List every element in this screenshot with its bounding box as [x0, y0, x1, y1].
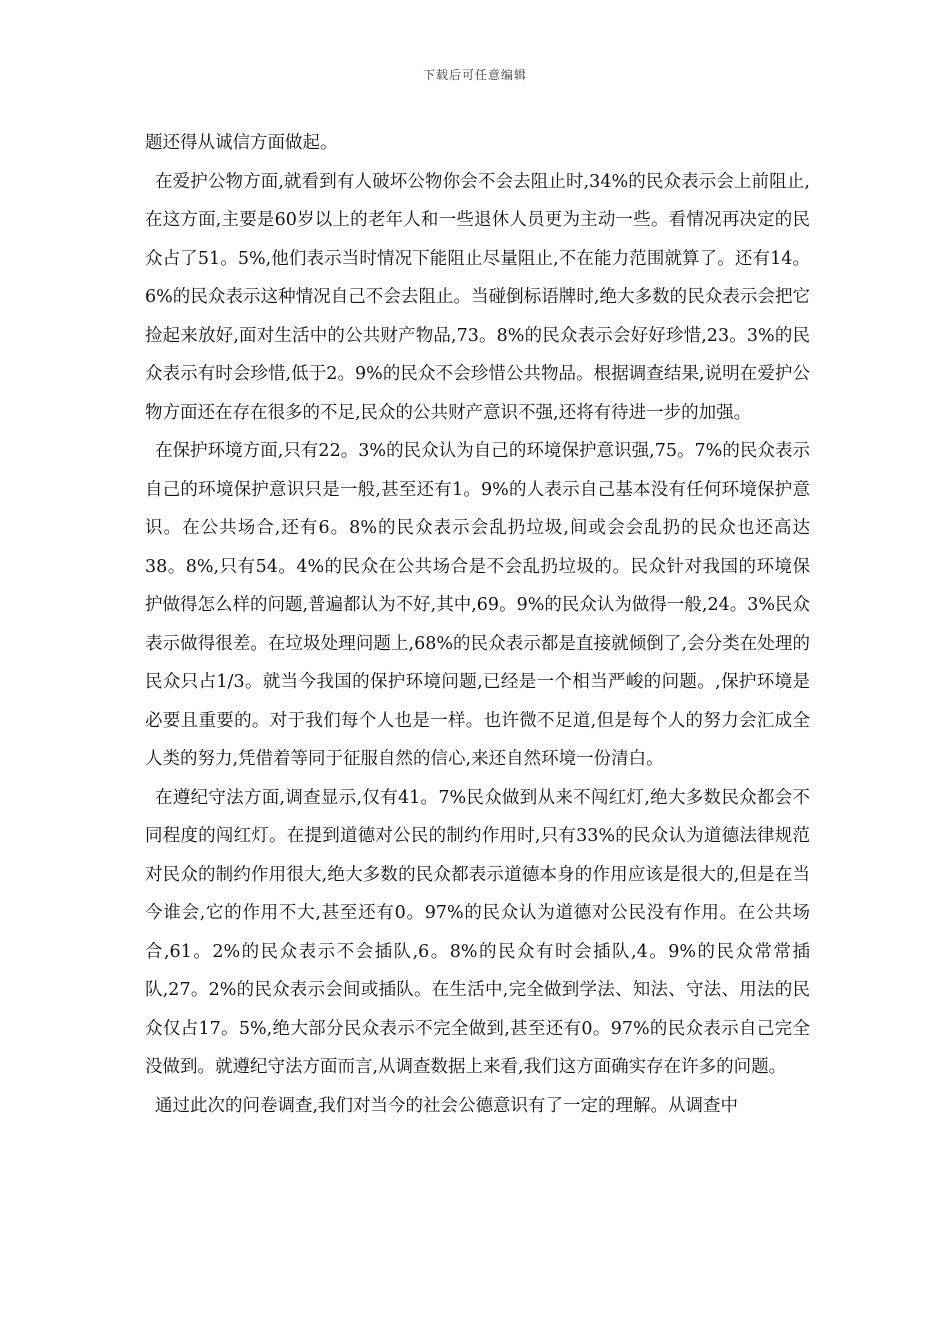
- paragraph-conclusion: 通过此次的问卷调查,我们对当今的社会公德意识有了一定的理解。从调查中: [155, 1095, 739, 1116]
- paragraph-continuation: 题还得从诚信方面做起。: [145, 133, 338, 153]
- paragraph-public-property: 在爱护公物方面,就看到有人破坏公物你会不会去阻止时,34%的民众表示会上前阻止,在这方面,主要是60岁以上的老年人和一些退休人员更为主动一些。看情况再决定的民众占了51。5%,他们表示当时情况下能阻止尽量阻止,不在能力范围就算了。还有14。6%的民众表示这种情况自己不会去阻止。当碰倒标语牌时,绝大多数的民众表示会把它捡起来放好,面对生活中的公共财产物品,73。8%的民众表示会好好珍惜,23。3%的民众表示有时会珍惜,低于2。9%的民众不会珍惜公共物品。根据调查结果,说明在爱护公物方面还在存在很多的不足,民众的公共财产意识不强,还将有待进一步的加强。: [145, 171, 810, 423]
- paragraph-law: 在遵纪守法方面,调查显示,仅有41。7%民众做到从来不闯红灯,绝大多数民众都会不同程度的闯红灯。在提到道德对公民的制约作用时,只有33%的民众认为道德法律规范对民众的制约作用很大,绝大多数的民众都表示道德本身的作用应该是很大的,但是在当今谁会,它的作用不大,甚至还有0。97%的民众认为道德对公民没有作用。在公共场合,61。2%的民众表示不会插队,6。8%的民众有时会插队,4。9%的民众常常插队,27。2%的民众表示会间或插队。在生活中,完全做到学法、知法、守法、用法的民众仅占17。5%,绝大部分民众表示不完全做到,甚至还有0。97%的民众表示自己完全没做到。就遵纪守法方面而言,从调查数据上来看,我们这方面确实存在许多的问题。: [145, 787, 810, 1077]
- document-body: [145, 124, 810, 1125]
- page-header: 下载后可任意编辑: [422, 68, 527, 82]
- paragraph-environment: 在保护环境方面,只有22。3%的民众认为自己的环境保护意识强,75。7%的民众表示自己的环境保护意识只是一般,甚至还有1。9%的人表示自己基本没有任何环境保护意识。在公共场合,还有6。8%的民众表示会乱扔垃圾,间或会会乱扔的民众也还高达38。8%,只有54。4%的民众在公共场合是不会乱扔垃圾的。民众针对我国的环境保护做得怎么样的问题,普遍都认为不好,其中,69。9%的民众认为做得一般,24。3%民众表示做得很差。在垃圾处理问题上,68%的民众表示都是直接就倾倒了,会分类在处理的民众只占1/3。就当今我国的保护环境问题,已经是一个相当严峻的问题。,保护环境是必要且重要的。对于我们每个人也是一样。也许微不足道,但是每个人的努力会汇成全人类的努力,凭借着等同于征服自然的信心,来还自然环境一份清白。: [145, 441, 810, 769]
